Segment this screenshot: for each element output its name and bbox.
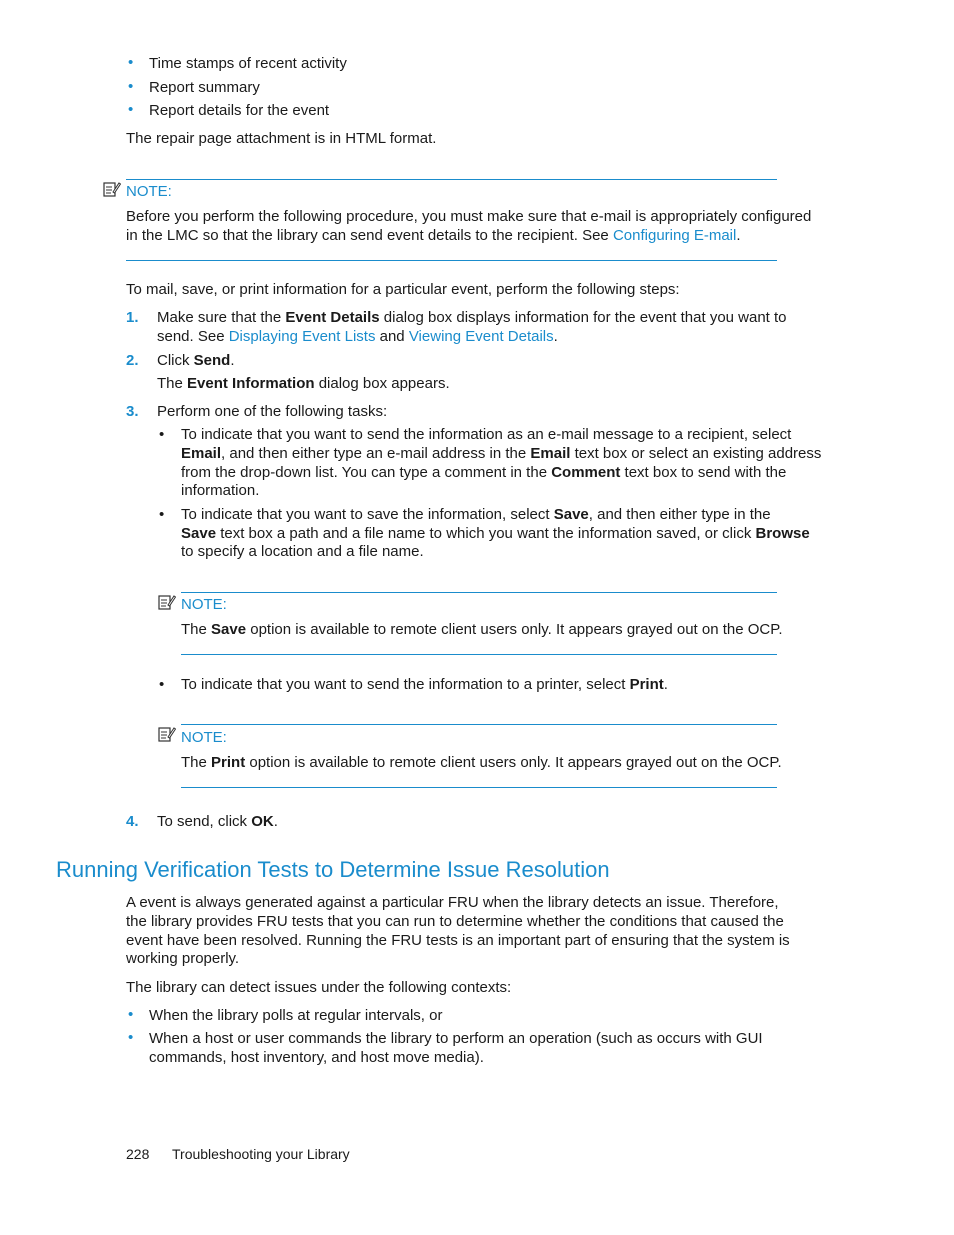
task-print: To indicate that you want to send the information to a printer, select Print.: [181, 676, 668, 693]
page-number: 228: [126, 1146, 150, 1162]
note-icon: [158, 726, 176, 742]
step-number: 4.: [126, 813, 139, 830]
task-save: To indicate that you want to save the information, select Save, and then either type in the: [181, 506, 771, 523]
step-text: Make sure that the Event Details dialog box displays information for the event that you want to: [157, 309, 787, 326]
configuring-email-link[interactable]: Configuring E-mail: [612, 227, 737, 244]
paragraph: the library provides FRU tests that you can run to determine whether the conditions that caused the: [126, 913, 784, 930]
bullet: •: [128, 1029, 134, 1046]
step-number: 1.: [126, 309, 139, 326]
task-save: Save text box a path and a file name to which you want the information saved, or click Browse: [181, 525, 810, 542]
paragraph: working properly.: [126, 950, 240, 967]
displaying-event-lists-link[interactable]: Displaying Event Lists: [228, 328, 376, 345]
note-rule-top: [181, 724, 777, 725]
note-rule-bottom: [126, 260, 777, 261]
paragraph: The library can detect issues under the following contexts:: [126, 979, 512, 996]
paragraph: event have been resolved. Running the FRU tests is an important part of ensuring that the system is: [126, 932, 790, 949]
list-item: commands, host inventory, and host move media).: [149, 1049, 484, 1066]
list-item: When a host or user commands the library to perform an operation (such as occurs with GUI: [149, 1030, 763, 1047]
list-item: Time stamps of recent activity: [149, 55, 347, 72]
note-text: Before you perform the following procedure, you must make sure that e-mail is appropriately configured: [126, 208, 812, 225]
step-text: send. See Displaying Event Lists and Viewing Event Details.: [157, 328, 558, 345]
note-label: NOTE:: [181, 729, 227, 746]
list-item: Report details for the event: [149, 102, 330, 119]
note-rule-top: [126, 179, 777, 180]
bullet: •: [159, 676, 165, 693]
list-item: When the library polls at regular intervals, or: [149, 1007, 443, 1024]
note-label: NOTE:: [126, 183, 172, 200]
task-email: Email, and then either type an e-mail address in the Email text box or select an existing address: [181, 445, 822, 462]
step-text: To send, click OK.: [157, 813, 278, 830]
paragraph: A event is always generated against a particular FRU when the library detects an issue. Therefore,: [126, 894, 779, 911]
task-email: from the drop-down list. You can type a comment in the Comment text box to send with the: [181, 464, 787, 481]
bullet: •: [128, 54, 134, 71]
viewing-event-details-link[interactable]: Viewing Event Details: [408, 328, 554, 345]
bullet: •: [128, 78, 134, 95]
step-result: The Event Information dialog box appears.: [157, 375, 450, 392]
step-text: Click Send.: [157, 352, 235, 369]
note-icon: [103, 181, 121, 197]
bullet: •: [159, 426, 165, 443]
task-email: To indicate that you want to send the information as an e-mail message to a recipient, select: [181, 426, 792, 443]
step-number: 3.: [126, 403, 139, 420]
paragraph: The repair page attachment is in HTML format.: [126, 130, 437, 147]
note-rule-bottom: [181, 654, 777, 655]
note-label: NOTE:: [181, 596, 227, 613]
task-save: to specify a location and a file name.: [181, 543, 424, 560]
bullet: •: [128, 1006, 134, 1023]
task-email: information.: [181, 482, 260, 499]
step-number: 2.: [126, 352, 139, 369]
paragraph: To mail, save, or print information for a particular event, perform the following steps:: [126, 281, 680, 298]
bullet: •: [128, 101, 134, 118]
note-rule-bottom: [181, 787, 777, 788]
note-text: in the LMC so that the library can send event details to the recipient. See Configuring E-mail.: [126, 227, 741, 244]
note-icon: [158, 594, 176, 610]
note-text: The Save option is available to remote client users only. It appears grayed out on the OCP.: [181, 621, 783, 638]
section-heading: Running Verification Tests to Determine Issue Resolution: [56, 857, 610, 882]
list-item: Report summary: [149, 79, 260, 96]
note-text: The Print option is available to remote client users only. It appears grayed out on the OCP.: [181, 754, 782, 771]
footer-chapter: Troubleshooting your Library: [172, 1146, 350, 1162]
step-text: Perform one of the following tasks:: [157, 403, 388, 420]
bullet: •: [159, 506, 165, 523]
note-rule-top: [181, 592, 777, 593]
